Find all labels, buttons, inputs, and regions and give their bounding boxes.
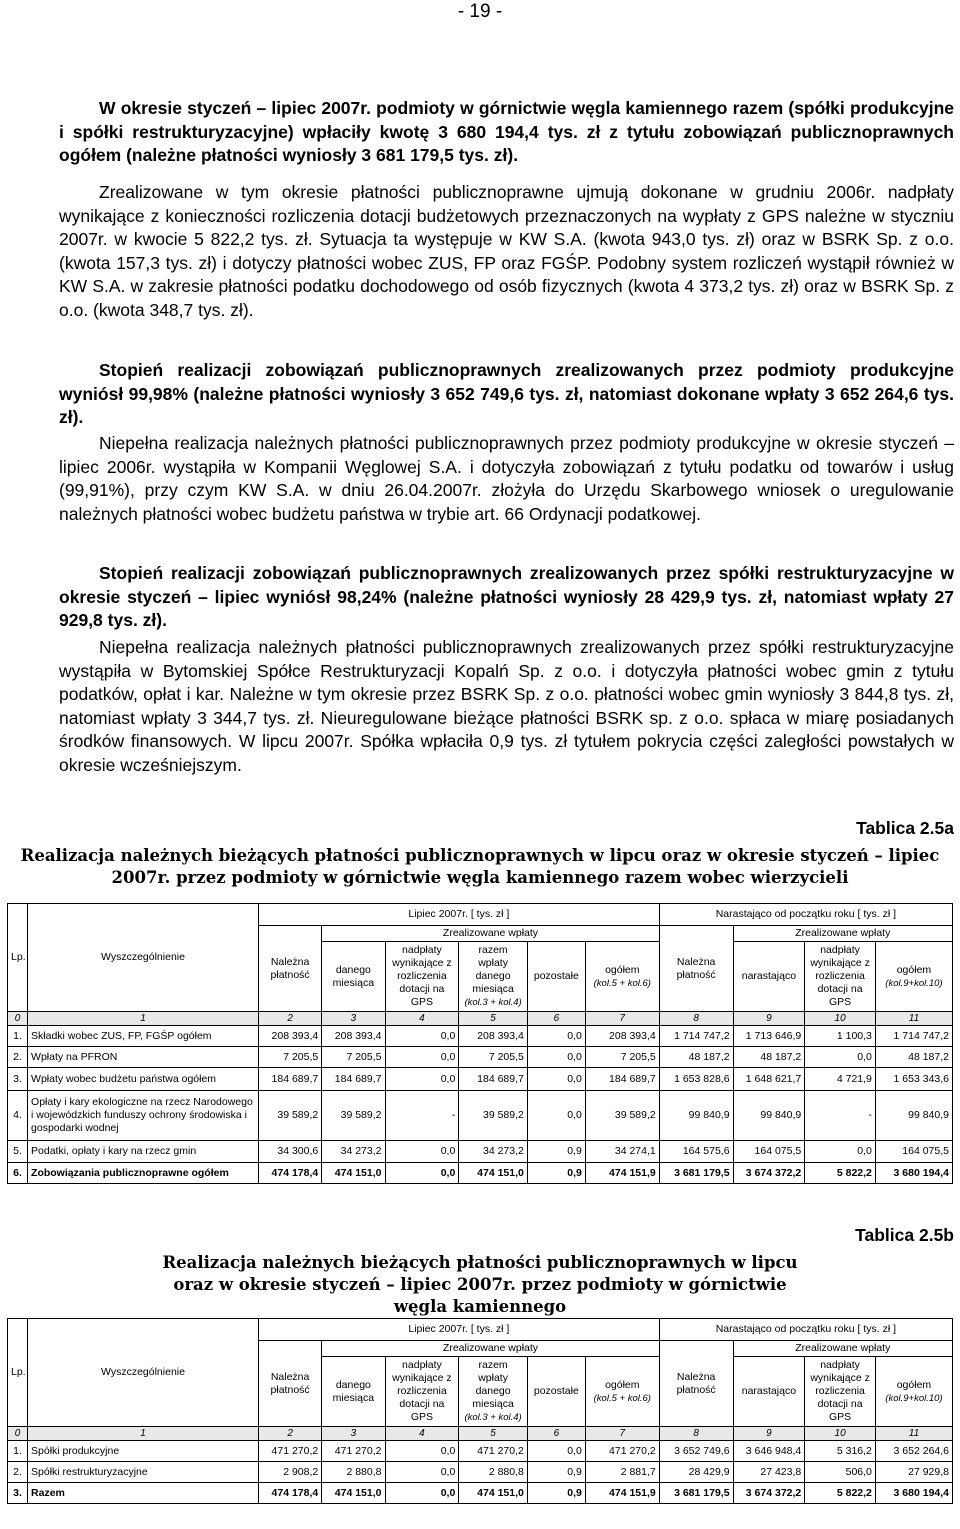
cell-col-3: 474 151,0: [322, 1483, 385, 1504]
cell-col-6: 0,9: [527, 1483, 585, 1504]
cell-col-2: 184 689,7: [258, 1068, 321, 1091]
header-nalezna-2: Należna płatność: [659, 1341, 733, 1427]
cell-col-8: 164 575,6: [659, 1141, 733, 1163]
row-lp: 5.: [8, 1141, 28, 1163]
header-nalezna-2: Należna płatność: [659, 926, 733, 1012]
cell-col-7: 2 881,7: [585, 1462, 659, 1483]
cell-col-5: 7 205,5: [459, 1047, 528, 1068]
row-name: Spółki produkcyjne: [28, 1441, 259, 1462]
table-row: [8, 1047, 953, 1068]
header-lp: Lp.: [8, 1319, 28, 1427]
header-razem: razem wpłaty danego miesiąca (kol.3 + kol.4): [459, 1357, 528, 1427]
cell-col-3: 208 393,4: [322, 1026, 385, 1047]
header-nadplaty: nadpłaty wynikające z rozliczenia dotacji na GPS: [385, 942, 459, 1012]
header-ogolem-2: ogółem (kol.9+kol.10): [875, 942, 952, 1012]
cell-col-6: 0,9: [527, 1462, 585, 1483]
cell-col-7: 474 151,9: [585, 1483, 659, 1504]
cell-col-2: 471 270,2: [258, 1441, 321, 1462]
cell-col-2: 34 300,6: [258, 1141, 321, 1163]
cell-col-9: 99 840,9: [733, 1091, 805, 1141]
table-b-label: Tablica 2.5b: [855, 1225, 954, 1245]
cell-col-7: 471 270,2: [585, 1441, 659, 1462]
cell-col-10: 506,0: [805, 1462, 876, 1483]
cell-col-6: 0,9: [527, 1141, 585, 1163]
cell-col-6: 0,9: [527, 1163, 585, 1184]
header-narastajaco-od: Narastająco od początku roku [ tys. zł ]: [659, 1319, 952, 1341]
cell-col-9: 3 674 372,2: [733, 1483, 805, 1504]
header-wyszczegolnienie: Wyszczególnienie: [28, 904, 259, 1012]
row-name: Podatki, opłaty i kary na rzecz gmin: [28, 1141, 259, 1163]
cell-col-10: 1 100,3: [805, 1026, 876, 1047]
cell-col-4: 0,0: [385, 1026, 459, 1047]
cell-col-5: 34 273,2: [459, 1141, 528, 1163]
cell-col-3: 474 151,0: [322, 1163, 385, 1184]
cell-col-2: 2 908,2: [258, 1462, 321, 1483]
header-zrealizowane-2: Zrealizowane wpłaty: [733, 1341, 952, 1357]
cell-col-11: 164 075,5: [875, 1141, 952, 1163]
cell-col-5: 208 393,4: [459, 1026, 528, 1047]
cell-col-6: 0,0: [527, 1091, 585, 1141]
paragraph-production-shortfall: Niepełna realizacja należnych płatności publicznoprawnych przez podmioty produkcyjne w okresie styczeń – lipiec 2006r. wystąpiła w Kompanii Węglowej S.A. i dotyczyła zobowiązań z tytułu podatku od towarów i usług (99,91%), przy czym KW S.A. w dniu 26.04.2007r. złożyła do Urzędu Skarbowego wniosek o uregulowanie należnych płatności wobec budżetu państwa w trybie art. 66 Ordynacji podatkowej.: [59, 433, 954, 524]
table-row: [8, 1483, 953, 1504]
cell-col-10: 5 822,2: [805, 1163, 876, 1184]
cell-col-9: 3 674 372,2: [733, 1163, 805, 1184]
row-lp: 2.: [8, 1047, 28, 1068]
cell-col-8: 48 187,2: [659, 1047, 733, 1068]
cell-col-10: 0,0: [805, 1047, 876, 1068]
row-lp: 3.: [8, 1483, 28, 1504]
row-lp: 1.: [8, 1441, 28, 1462]
table-row: [8, 1026, 953, 1047]
cell-col-4: 0,0: [385, 1441, 459, 1462]
cell-col-6: 0,0: [527, 1047, 585, 1068]
paragraph-overpayments: Zrealizowane w tym okresie płatności publicznoprawne ujmują dokonane w grudniu 2006r. nadpłaty wynikające z konieczności rozliczenia dotacji budżetowych przeznaczonych na wypłaty z GPS należne w styczniu 2007r. w kwocie 5 822,2 tys. zł. Sytuacja ta występuje w KW S.A. (kwota 943,0 tys. zł) oraz w BSRK Sp. z o.o. (kwota 157,3 tys. zł) i dotyczy płatności wobec ZUS, FP oraz FGŚP. Podobny system rozliczeń wystąpił również w KW S.A. w zakresie płatności podatku dochodowego od osób fizycznych (kwota 4 373,2 tys. zł) oraz w BSRK Sp. z o.o. (kwota 348,7 tys. zł).: [59, 182, 954, 320]
header-nalezna: Należna płatność: [258, 1341, 321, 1427]
cell-col-5: 474 151,0: [459, 1163, 528, 1184]
cell-col-4: 0,0: [385, 1141, 459, 1163]
row-lp: 2.: [8, 1462, 28, 1483]
cell-col-9: 27 423,8: [733, 1462, 805, 1483]
cell-col-9: 48 187,2: [733, 1047, 805, 1068]
header-zrealizowane-2: Zrealizowane wpłaty: [733, 926, 952, 942]
cell-col-3: 184 689,7: [322, 1068, 385, 1091]
paragraph-production-rate: Stopień realizacji zobowiązań publicznoprawnych zrealizowanych przez podmioty produkcyjne wyniósł 99,98% (należne płatności wyniosły 3 652 749,6 tys. zł, natomiast dokonane wpłaty 3 652 264,6 tys. zł).: [59, 360, 954, 428]
table-row: [8, 1462, 953, 1483]
cell-col-6: 0,0: [527, 1068, 585, 1091]
cell-col-8: 1 653 828,6: [659, 1068, 733, 1091]
cell-col-11: 99 840,9: [875, 1091, 952, 1141]
paragraph-restructuring-shortfall: Niepełna realizacja należnych płatności publicznoprawnych zrealizowanych przez spółki restrukturyzacyjne wystąpiła w Bytomskiej Spółce Restrukturyzacji Kopalń Sp. z o.o. i dotyczyła płatności wobec gmin z tytułu podatków, opłat i kar. Należne w tym okresie przez BSRK Sp. z o.o. płatności wobec gmin wyniosły 3 844,8 tys. zł, natomiast wpłaty 3 344,7 tys. zł. Nieuregulowane bieżące płatności BSRK sp. z o.o. spłaca w miarę posiadanych środków finansowych. W lipcu 2007r. Spółka wpłaciła 0,9 tys. zł tytułem pokrycia części zaległości powstałych w okresie wcześniejszym.: [59, 637, 954, 775]
cell-col-8: 99 840,9: [659, 1091, 733, 1141]
header-pozostale: pozostałe: [527, 1357, 585, 1427]
cell-col-4: 0,0: [385, 1068, 459, 1091]
cell-col-7: 474 151,9: [585, 1163, 659, 1184]
cell-col-8: 3 681 179,5: [659, 1163, 733, 1184]
cell-col-6: 0,0: [527, 1026, 585, 1047]
header-lp: Lp.: [8, 904, 28, 1012]
table-b-caption: Realizacja należnych bieżących płatności publicznoprawnych w lipcu oraz w okresie styczeń – lipiec 2007r. przez podmioty w górnictwie węgla kamiennego: [162, 1253, 798, 1316]
header-ogolem: ogółem (kol.5 + kol.6): [585, 942, 659, 1012]
row-name: Wpłaty na PFRON: [28, 1047, 259, 1068]
cell-col-5: 184 689,7: [459, 1068, 528, 1091]
paragraph-restructuring-rate: Stopień realizacji zobowiązań publicznoprawnych zrealizowanych przez spółki restrukturyzacyjne w okresie styczeń – lipiec wyniósł 98,24% (należne płatności wyniosły 28 429,9 tys. zł, natomiast wpłaty 27 929,8 tys. zł).: [59, 563, 954, 631]
cell-col-10: -: [805, 1091, 876, 1141]
page-number: - 19 -: [457, 1, 503, 22]
cell-col-3: 34 273,2: [322, 1141, 385, 1163]
cell-col-3: 7 205,5: [322, 1047, 385, 1068]
table-a-label: Tablica 2.5a: [856, 818, 954, 838]
cell-col-2: 7 205,5: [258, 1047, 321, 1068]
row-name: Opłaty i kary ekologiczne na rzecz Narodowego i wojewódzkich funduszy ochrony środowiska i gospodarki wodnej: [28, 1091, 259, 1141]
header-narastajaco: narastająco: [733, 942, 805, 1012]
cell-col-3: 39 589,2: [322, 1091, 385, 1141]
cell-col-2: 39 589,2: [258, 1091, 321, 1141]
row-lp: 3.: [8, 1068, 28, 1091]
cell-col-3: 2 880,8: [322, 1462, 385, 1483]
table-row: [8, 1141, 953, 1163]
cell-col-4: 0,0: [385, 1047, 459, 1068]
index-row: 0 1 2 3 4 5 6 7 8 9 10 11: [8, 1427, 953, 1441]
row-lp: 1.: [8, 1026, 28, 1047]
cell-col-9: 3 646 948,4: [733, 1441, 805, 1462]
header-lipiec: Lipiec 2007r. [ tys. zł ]: [258, 904, 659, 926]
paragraph-intro: W okresie styczeń – lipiec 2007r. podmioty w górnictwie węgla kamiennego razem (spółki produkcyjne i spółki restrukturyzacyjne) wpłaciły kwotę 3 680 194,4 tys. zł z tytułu zobowiązań publicznoprawnych ogółem (należne płatności wyniosły 3 681 179,5 tys. zł).: [59, 98, 954, 166]
cell-col-9: 1 713 646,9: [733, 1026, 805, 1047]
cell-col-7: 7 205,5: [585, 1047, 659, 1068]
cell-col-11: 3 680 194,4: [875, 1483, 952, 1504]
row-name: Składki wobec ZUS, FP, FGŚP ogółem: [28, 1026, 259, 1047]
cell-col-2: 474 178,4: [258, 1483, 321, 1504]
cell-col-10: 0,0: [805, 1141, 876, 1163]
header-nadplaty: nadpłaty wynikające z rozliczenia dotacji na GPS: [385, 1357, 459, 1427]
row-name: Wpłaty wobec budżetu państwa ogółem: [28, 1068, 259, 1091]
table-row: [8, 1091, 953, 1141]
table-a: [7, 903, 953, 1184]
cell-col-8: 3 652 749,6: [659, 1441, 733, 1462]
cell-col-7: 39 589,2: [585, 1091, 659, 1141]
cell-col-3: 471 270,2: [322, 1441, 385, 1462]
header-zrealizowane: Zrealizowane wpłaty: [322, 1341, 660, 1357]
header-razem: razem wpłaty danego miesiąca (kol.3 + kol.4): [459, 942, 528, 1012]
table-a-caption: Realizacja należnych bieżących płatności publicznoprawnych w lipcu oraz w okresie styczeń – lipiec 2007r. przez podmioty w górnictwie węgla kamiennego razem wobec wierzycieli: [20, 846, 940, 887]
table-row: [8, 1068, 953, 1091]
table-row: [8, 1163, 953, 1184]
row-name: Zobowiązania publicznoprawne ogółem: [28, 1163, 259, 1184]
header-nadplaty-2: nadpłaty wynikające z rozliczenia dotacji na GPS: [805, 942, 876, 1012]
cell-col-11: 3 652 264,6: [875, 1441, 952, 1462]
row-name: Spółki restrukturyzacyjne: [28, 1462, 259, 1483]
header-zrealizowane: Zrealizowane wpłaty: [322, 926, 660, 942]
cell-col-6: 0,0: [527, 1441, 585, 1462]
cell-col-5: 474 151,0: [459, 1483, 528, 1504]
cell-col-11: 27 929,8: [875, 1462, 952, 1483]
header-lipiec: Lipiec 2007r. [ tys. zł ]: [258, 1319, 659, 1341]
row-lp: 6.: [8, 1163, 28, 1184]
cell-col-4: 0,0: [385, 1163, 459, 1184]
cell-col-7: 208 393,4: [585, 1026, 659, 1047]
cell-col-10: 4 721,9: [805, 1068, 876, 1091]
cell-col-5: 471 270,2: [459, 1441, 528, 1462]
header-nadplaty-2: nadpłaty wynikające z rozliczenia dotacji na GPS: [805, 1357, 876, 1427]
cell-col-2: 474 178,4: [258, 1163, 321, 1184]
header-ogolem: ogółem (kol.5 + kol.6): [585, 1357, 659, 1427]
cell-col-9: 164 075,5: [733, 1141, 805, 1163]
header-wyszczegolnienie: Wyszczególnienie: [28, 1319, 259, 1427]
cell-col-10: 5 822,2: [805, 1483, 876, 1504]
header-narastajaco-od: Narastająco od początku roku [ tys. zł ]: [659, 904, 952, 926]
row-name: Razem: [28, 1483, 259, 1504]
table-row: [8, 1441, 953, 1462]
cell-col-8: 1 714 747,2: [659, 1026, 733, 1047]
header-nalezna: Należna płatność: [258, 926, 321, 1012]
cell-col-7: 184 689,7: [585, 1068, 659, 1091]
cell-col-8: 3 681 179,5: [659, 1483, 733, 1504]
cell-col-2: 208 393,4: [258, 1026, 321, 1047]
header-pozostale: pozostałe: [527, 942, 585, 1012]
cell-col-4: 0,0: [385, 1462, 459, 1483]
header-ogolem-2: ogółem (kol.9+kol.10): [875, 1357, 952, 1427]
cell-col-11: 1 653 343,6: [875, 1068, 952, 1091]
cell-col-8: 28 429,9: [659, 1462, 733, 1483]
cell-col-11: 1 714 747,2: [875, 1026, 952, 1047]
cell-col-11: 3 680 194,4: [875, 1163, 952, 1184]
cell-col-4: 0,0: [385, 1483, 459, 1504]
cell-col-7: 34 274,1: [585, 1141, 659, 1163]
cell-col-4: -: [385, 1091, 459, 1141]
cell-col-9: 1 648 621,7: [733, 1068, 805, 1091]
cell-col-11: 48 187,2: [875, 1047, 952, 1068]
cell-col-10: 5 316,2: [805, 1441, 876, 1462]
header-danego: danego miesiąca: [322, 942, 385, 1012]
cell-col-5: 39 589,2: [459, 1091, 528, 1141]
cell-col-5: 2 880,8: [459, 1462, 528, 1483]
table-b: [7, 1318, 953, 1504]
index-row: 0 1 2 3 4 5 6 7 8 9 10 11: [8, 1012, 953, 1026]
header-narastajaco: narastająco: [733, 1357, 805, 1427]
row-lp: 4.: [8, 1091, 28, 1141]
header-danego: danego miesiąca: [322, 1357, 385, 1427]
